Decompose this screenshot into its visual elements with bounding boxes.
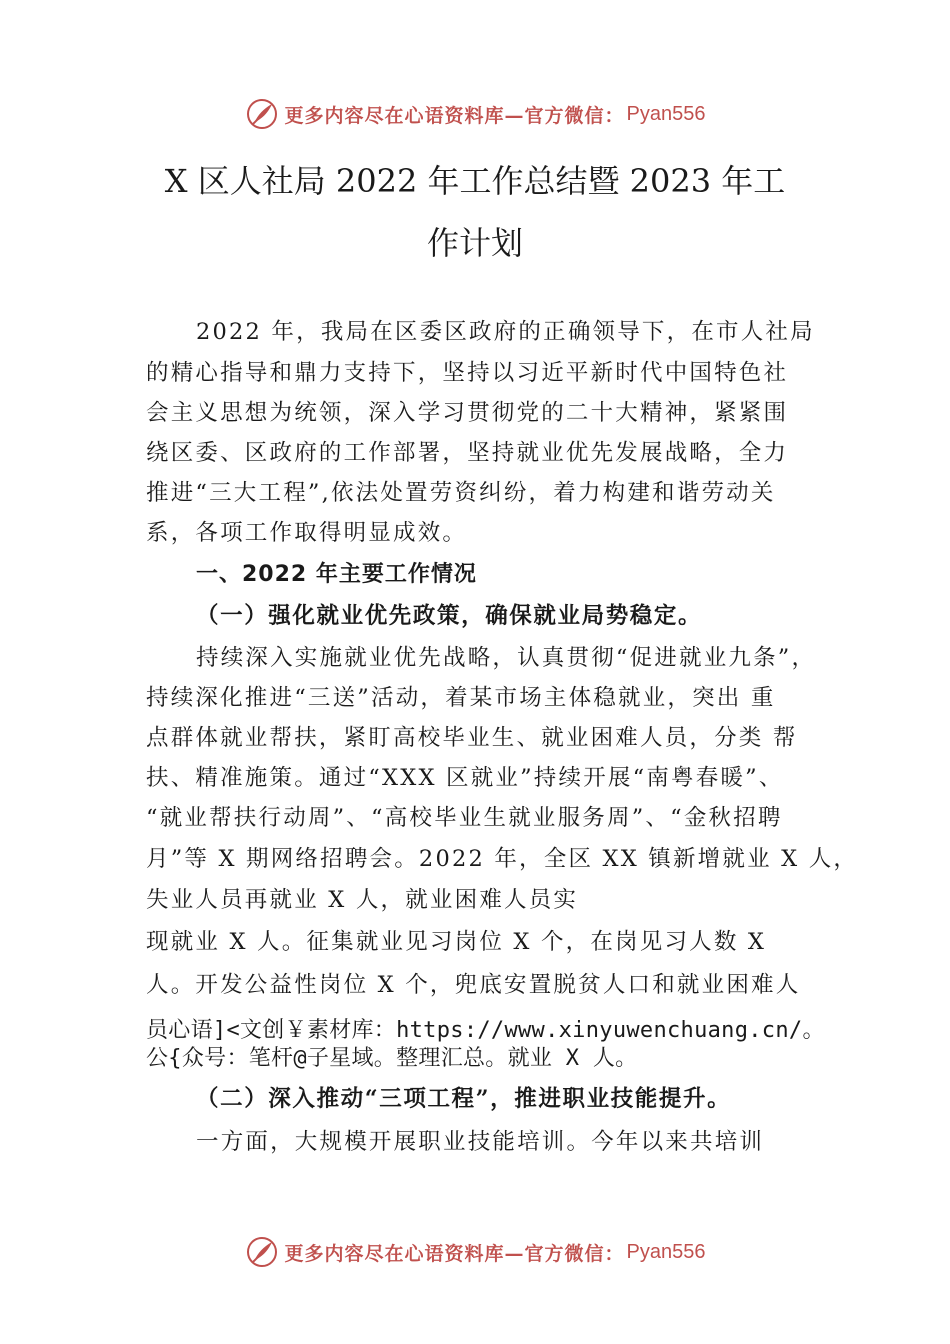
banner-wechat-id: Pyan556 xyxy=(626,1240,706,1263)
feather-pen-logo-icon xyxy=(245,1235,279,1269)
document-title-line-1: X 区人社局 2022 年工作总结暨 2023 年工 xyxy=(164,162,786,200)
footer-watermark-banner xyxy=(0,1232,950,1272)
body-line: 失业人员再就业 X 人，就业困难人员实 xyxy=(146,887,579,913)
body-line: 一方面，大规模开展职业技能培训。今年以来共培训 xyxy=(196,1129,765,1155)
document-title-line-2: 作计划 xyxy=(426,224,523,262)
body-line: 2022 年，我局在区委区政府的正确领导下，在市人社局 xyxy=(196,319,815,345)
banner-text: 更多内容尽在心语资料库—官方微信： xyxy=(284,1242,625,1265)
body-line: 系，各项工作取得明显成效。 xyxy=(146,520,468,546)
body-line: 推进“三大工程”,依法处置劳资纠纷，着力构建和谐劳动关 xyxy=(146,480,776,506)
subsection-heading: （一）强化就业优先政策，确保就业局势稳定。 xyxy=(196,603,703,629)
body-line: 公{众号：笔杆@子星域。整理汇总。就业 X 人。 xyxy=(146,1046,638,1071)
body-line: 点群体就业帮扶，紧盯高校毕业生、就业困难人员，分类 帮 xyxy=(146,725,798,751)
header-watermark-banner xyxy=(0,94,950,134)
body-line: 的精心指导和鼎力支持下，坚持以习近平新时代中国特色社 xyxy=(146,360,789,386)
banner-text: 更多内容尽在心语资料库—官方微信： xyxy=(284,104,625,127)
body-line: 持续深化推进“三送”活动，着某市场主体稳就业，突出 重 xyxy=(146,685,776,711)
body-line: 绕区委、区政府的工作部署，坚持就业优先发展战略，全力 xyxy=(146,440,789,466)
body-line: 扶、精准施策。通过“XXX 区就业”持续开展“南粤春暖”、 xyxy=(146,765,784,791)
body-line: 员心语]<文创￥素材库：https://www.xinyuwenchuang.cn/。 xyxy=(146,1018,825,1043)
body-line: 持续深入实施就业优先战略，认真贯彻“促进就业九条”， xyxy=(196,645,817,671)
body-line: 会主义思想为统领，深入学习贯彻党的二十大精神，紧紧围 xyxy=(146,400,789,426)
body-line: “就业帮扶行动周”、“高校毕业生就业服务周”、“金秋招聘 xyxy=(146,805,783,831)
body-line: 人。开发公益性岗位 X 个，兜底安置脱贫人口和就业困难人 xyxy=(146,972,801,998)
body-line: 现就业 X 人。征集就业见习岗位 X 个，在岗见习人数 X xyxy=(146,929,767,955)
body-line: 月”等 X 期网络招聘会。2022 年，全区 XX 镇新增就业 X 人， xyxy=(146,846,859,872)
banner-wechat-id: Pyan556 xyxy=(626,102,706,125)
section-heading: 一、2022 年主要工作情况 xyxy=(196,562,477,587)
feather-pen-logo-icon xyxy=(245,97,279,131)
subsection-heading: （二）深入推动“三项工程”，推进职业技能提升。 xyxy=(196,1086,732,1112)
